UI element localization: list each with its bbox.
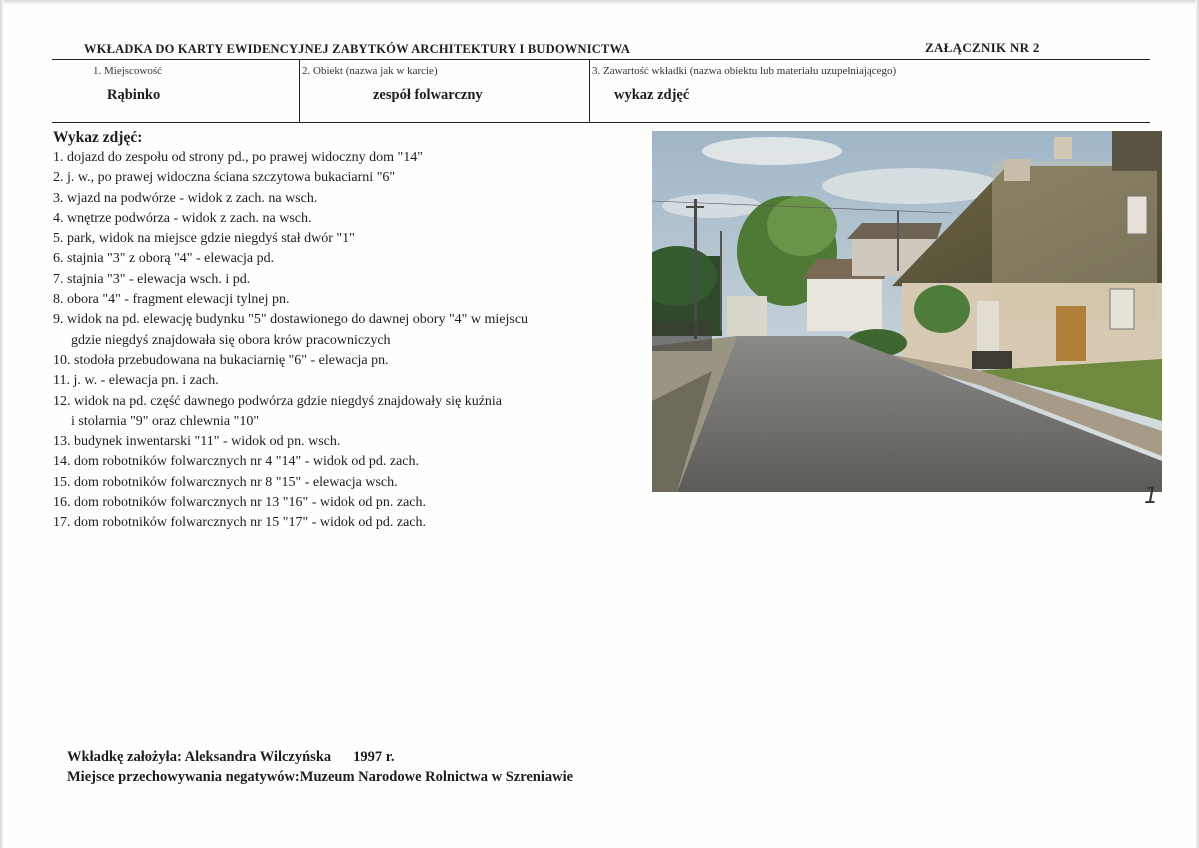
list-item — [53, 168, 653, 188]
place-value: Rąbinko — [107, 87, 161, 103]
header-rule-bottom — [52, 122, 1150, 123]
list-item — [53, 209, 653, 229]
list-item-text: 4. wnętrze podwórza - widok z zach. na wsch. — [53, 210, 312, 226]
list-item — [53, 371, 653, 391]
list-item-text: 3. wjazd na podwórze - widok z zach. na wsch. — [53, 190, 318, 206]
list-item-continuation: i stolarnia "9" oraz chlewnia "10" — [71, 413, 260, 429]
author-name: Aleksandra Wilczyńska — [184, 749, 332, 765]
content-value: wykaz zdjęć — [614, 87, 690, 103]
object-value: zespół folwarczny — [373, 87, 483, 103]
list-item — [53, 189, 653, 209]
street-photo-image — [652, 131, 1162, 492]
storage-label: Miejsce przechowywania negatywów: — [67, 769, 300, 785]
list-item — [53, 473, 653, 493]
list-item-text: 14. dom robotników folwarcznych nr 4 "14" - widok od pd. zach. — [53, 454, 420, 470]
list-item-text: 17. dom robotników folwarcznych nr 15 "17" - widok od pd. zach. — [53, 515, 427, 531]
field-divider-1 — [299, 60, 300, 122]
list-item — [53, 310, 653, 351]
document-title: WKŁADKA DO KARTY EWIDENCYJNEJ ZABYTKÓW ARCHITEKTURY I BUDOWNICTWA — [84, 42, 631, 56]
list-item — [53, 148, 653, 168]
list-item-text: 11. j. w. - elewacja pn. i zach. — [53, 373, 219, 389]
author-label: Wkładkę założyła: — [67, 749, 182, 765]
street-photo — [652, 131, 1162, 492]
list-item — [53, 392, 653, 433]
storage-line — [67, 769, 573, 786]
list-item — [53, 493, 653, 513]
list-item-text: 16. dom robotników folwarcznych nr 13 "16" - widok od pn. zach. — [53, 495, 427, 511]
object-label: 2. Obiekt (nazwa jak w karcie) — [302, 65, 438, 77]
list-item-text: 13. budynek inwentarski "11" - widok od pn. wsch. — [53, 434, 341, 450]
scan-edge-left — [0, 0, 4, 848]
list-item — [53, 452, 653, 472]
author-line — [67, 749, 395, 766]
annex-number: ZAŁĄCZNIK NR 2 — [925, 40, 1040, 55]
list-item-text: 10. stodoła przebudowana na bukaciarnię "6" - elewacja pn. — [53, 352, 389, 368]
photo-list — [53, 148, 653, 534]
list-item-text: 9. widok na pd. elewację budynku "5" dostawionego do dawnej obory "4" w miejscu — [53, 312, 529, 328]
scan-edge-top — [0, 0, 1199, 5]
storage-value: Muzeum Narodowe Rolnictwa w Szreniawie — [299, 769, 574, 785]
photo-list-heading: Wykaz zdjęć: — [53, 129, 143, 146]
author-year: 1997 r. — [353, 749, 395, 765]
scan-edge-right — [1195, 0, 1199, 848]
list-item-text: 7. stajnia "3" - elewacja wsch. i pd. — [53, 271, 251, 287]
list-item — [53, 229, 653, 249]
field-divider-2 — [589, 60, 590, 122]
photo-number: 1 — [1144, 484, 1158, 509]
list-item-continuation: gdzie niegdyś znajdowała się obora krów pracowniczych — [71, 332, 391, 348]
list-item-text: 12. widok na pd. część dawnego podwórza gdzie niegdyś znajdowały się kuźnia — [53, 393, 503, 409]
list-item — [53, 270, 653, 290]
list-item-text: 15. dom robotników folwarcznych nr 8 "15" - elewacja wsch. — [53, 474, 398, 490]
list-item-text: 8. obora "4" - fragment elewacji tylnej pn. — [53, 292, 290, 308]
content-label: 3. Zawartość wkładki (nazwa obiektu lub materiału uzupełniającego) — [592, 65, 897, 77]
place-label: 1. Miejscowość — [93, 65, 163, 77]
list-item — [53, 249, 653, 269]
list-item-text: 2. j. w., po prawej widoczna ściana szczytowa bukaciarni "6" — [53, 170, 396, 186]
list-item-text: 6. stajnia "3" z oborą "4" - elewacja pd. — [53, 251, 275, 267]
list-item — [53, 432, 653, 452]
header-rule-top — [52, 59, 1150, 60]
list-item-text: 1. dojazd do zespołu od strony pd., po prawej widoczny dom "14" — [53, 150, 423, 165]
list-item-text: 5. park, widok na miejsce gdzie niegdyś stał dwór "1" — [53, 231, 355, 247]
list-item — [53, 513, 653, 533]
list-item — [53, 290, 653, 310]
list-item — [53, 351, 653, 371]
